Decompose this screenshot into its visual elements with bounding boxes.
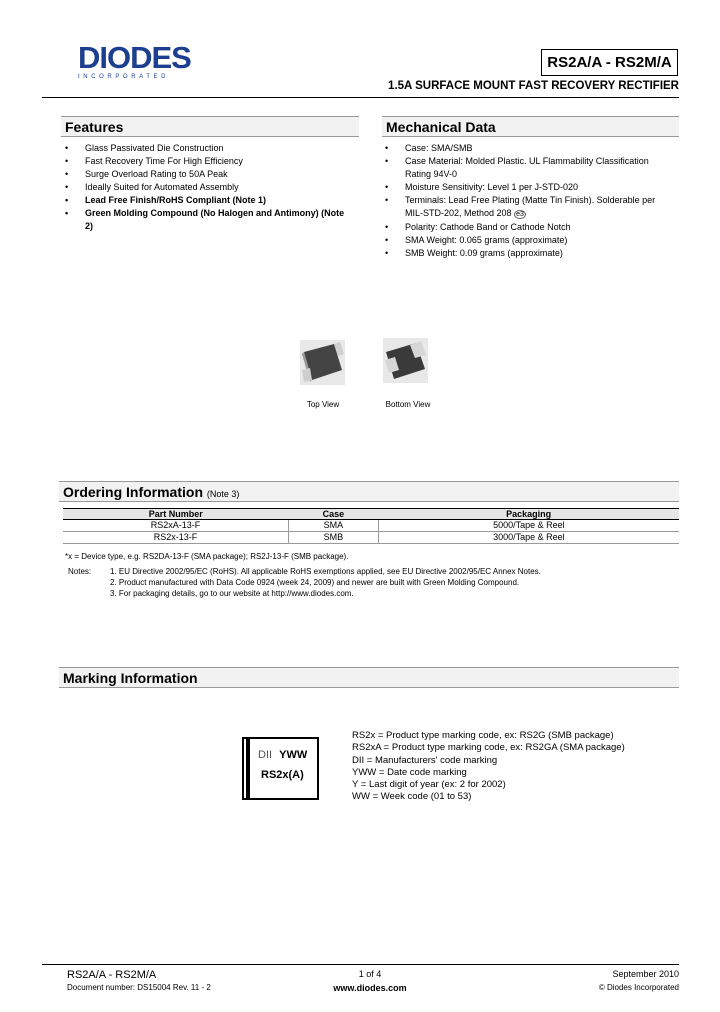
note-item: 2. Product manufactured with Data Code 0924 (week 24, 2009) and newer are built with Green Molding Compound. (110, 578, 520, 587)
table-cell: 5000/Tape & Reel (378, 520, 679, 532)
features-heading: Features (61, 116, 359, 137)
marking-legend (352, 730, 672, 804)
legend-item: Y = Last digit of year (ex: 2 for 2002) (352, 779, 506, 791)
mechanical-item: • Moisture Sensitivity: Level 1 per J-STD-020 (383, 181, 675, 194)
top-view-label: Top View (306, 400, 340, 409)
features-list (63, 142, 353, 233)
footer-divider (42, 964, 679, 965)
part-title: RS2A/A - RS2M/A (541, 49, 678, 76)
mechanical-item (383, 194, 675, 221)
marking-chip-diagram (242, 737, 319, 800)
ordering-title: Ordering Information (63, 484, 203, 500)
feature-item: • Lead Free Finish/RoHS Compliant (Note 1) (63, 194, 353, 207)
mechanical-item: • SMA Weight: 0.065 grams (approximate) (383, 234, 675, 247)
document-subtitle: 1.5A SURFACE MOUNT FAST RECOVERY RECTIFIER (388, 80, 679, 92)
column-header: Case (288, 509, 378, 520)
chip-date-code: YWW (279, 749, 308, 761)
feature-item: • Ideally Suited for Automated Assembly (63, 181, 353, 194)
ordering-note-ref: (Note 3) (206, 489, 240, 499)
footer-doc-number: Document number: DS15004 Rev. 11 - 2 (67, 983, 211, 992)
feature-item: • Fast Recovery Time For High Efficiency (63, 155, 353, 168)
footer-date: September 2010 (612, 969, 679, 979)
mechanical-item: • SMB Weight: 0.09 grams (approximate) (383, 247, 675, 260)
diodes-logo (78, 42, 206, 78)
logo-subtitle: INCORPORATED (78, 74, 170, 80)
footer-website-link[interactable]: www.diodes.com (333, 983, 407, 993)
mechanical-list (383, 142, 675, 260)
top-view-image (300, 340, 345, 385)
table-row (63, 520, 679, 532)
table-cell: RS2x-13-F (63, 532, 288, 544)
bottom-view-label: Bottom View (385, 400, 431, 409)
legend-item: RS2xA = Product type marking code, ex: RS2GA (SMA package) (352, 742, 625, 754)
column-header: Part Number (63, 509, 288, 520)
legend-item: DII = Manufacturers' code marking (352, 754, 498, 766)
chip-part-code: RS2x(A) (261, 769, 304, 781)
feature-item: • Glass Passivated Die Construction (63, 142, 353, 155)
table-cell: SMB (288, 532, 378, 544)
logo-word: DIODES (78, 40, 191, 75)
legend-item: YWW = Date code marking (352, 766, 467, 778)
legend-item: RS2x = Product type marking code, ex: RS2G (SMB package) (352, 730, 614, 741)
ordering-heading (59, 481, 679, 502)
column-header: Packaging (378, 509, 679, 520)
mechanical-item: • Polarity: Cathode Band or Cathode Notch (383, 221, 675, 234)
note-item: 3. For packaging details, go to our website at http://www.diodes.com. (110, 589, 354, 598)
e3-icon: e3 (516, 211, 524, 218)
footer-copyright: © Diodes Incorporated (598, 983, 679, 992)
device-type-note: *x = Device type, e.g. RS2DA-13-F (SMA package); RS2J-13-F (SMB package). (65, 552, 349, 561)
mechanical-item: • Case Material: Molded Plastic. UL Flammability Classification Rating 94V-0 (383, 155, 675, 181)
marking-heading: Marking Information (59, 667, 679, 688)
footer-page: 1 of 4 (358, 969, 382, 979)
header-divider (42, 97, 679, 98)
feature-item: • Surge Overload Rating to 50A Peak (63, 168, 353, 181)
legend-item: WW = Week code (01 to 53) (352, 791, 472, 803)
footer-part: RS2A/A - RS2M/A (67, 969, 157, 981)
bottom-view-image (383, 338, 428, 383)
mechanical-heading: Mechanical Data (382, 116, 679, 137)
table-header-row (63, 509, 679, 520)
note-item: 1. EU Directive 2002/95/EC (RoHS). All applicable RoHS exemptions applied, see EU Directive 2002/95/EC Annex Notes. (110, 567, 541, 576)
terminals-text: Terminals: Lead Free Plating (Matte Tin Finish). Solderable per MIL-STD-202, Method 208 (405, 195, 656, 218)
cathode-band (246, 739, 250, 798)
mechanical-item: • Case: SMA/SMB (383, 142, 675, 155)
table-cell: SMA (288, 520, 378, 532)
notes-label: Notes: (68, 567, 92, 576)
chip-logo: DII (258, 749, 273, 761)
table-row (63, 532, 679, 544)
table-cell: 3000/Tape & Reel (378, 532, 679, 544)
table-cell: RS2xA-13-F (63, 520, 288, 532)
ordering-table (63, 508, 679, 544)
notes-list (110, 566, 670, 599)
feature-item: • Green Molding Compound (No Halogen and Antimony) (Note 2) (63, 207, 353, 233)
